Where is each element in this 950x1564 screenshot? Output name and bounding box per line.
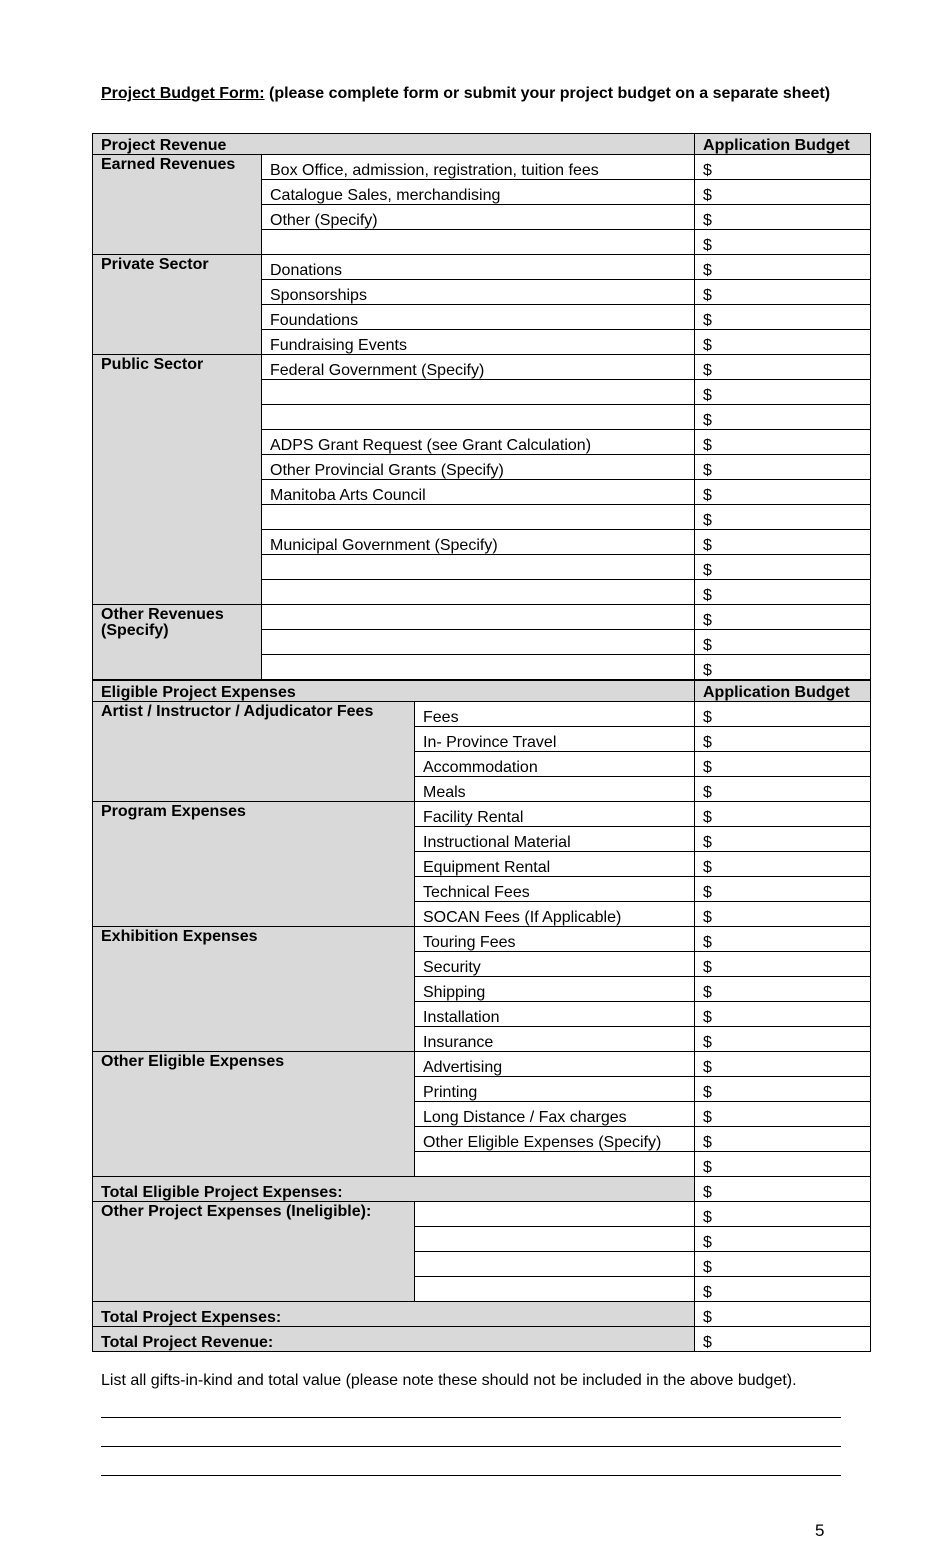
earned-revenues-item: Catalogue Sales, merchandising [262,180,695,205]
other-eligible-expenses-amount-field[interactable]: $ [695,1052,871,1077]
earned-revenues-amount-field[interactable]: $ [695,230,871,255]
form-title: Project Budget Form: [101,85,265,102]
public-sector-row [93,355,871,380]
artist-fees-row [93,702,871,727]
public-sector-item[interactable] [262,405,695,430]
earned-revenues-item[interactable] [262,230,695,255]
exhibition-expenses-item: Insurance [415,1027,695,1052]
program-expenses-label: Program Expenses [93,802,415,927]
ineligible-expenses-amount-field[interactable]: $ [695,1202,871,1227]
public-sector-label: Public Sector [93,355,262,605]
public-sector-amount-field[interactable]: $ [695,380,871,405]
earned-revenues-item: Box Office, admission, registration, tuition fees [262,155,695,180]
public-sector-amount-field[interactable]: $ [695,580,871,605]
earned-revenues-amount-field[interactable]: $ [695,205,871,230]
expenses-table [92,680,871,1352]
public-sector-amount-field[interactable]: $ [695,355,871,380]
artist-fees-item: Fees [415,702,695,727]
other-revenues-amount-field[interactable]: $ [695,630,871,655]
other-eligible-expenses-amount-field[interactable]: $ [695,1152,871,1177]
other-eligible-expenses-amount-field[interactable]: $ [695,1077,871,1102]
artist-fees-amount-field[interactable]: $ [695,777,871,802]
exhibition-expenses-item: Shipping [415,977,695,1002]
private-sector-label: Private Sector [93,255,262,355]
public-sector-item: Municipal Government (Specify) [262,530,695,555]
public-sector-item: Manitoba Arts Council [262,480,695,505]
total-eligible-expenses-label: Total Eligible Project Expenses: [93,1177,695,1202]
other-eligible-expenses-item: Other Eligible Expenses (Specify) [415,1127,695,1152]
page-number: 5 [815,1521,825,1540]
public-sector-amount-field[interactable]: $ [695,430,871,455]
exhibition-expenses-amount-field[interactable]: $ [695,977,871,1002]
earned-revenues-amount-field[interactable]: $ [695,180,871,205]
ineligible-expenses-item[interactable] [415,1252,695,1277]
program-expenses-item: Technical Fees [415,877,695,902]
ineligible-expenses-amount-field[interactable]: $ [695,1252,871,1277]
revenue-budget-header: Application Budget [695,134,871,155]
other-revenues-label: Other Revenues (Specify) [93,605,262,680]
revenue-header-row [93,134,871,155]
artist-fees-item: Accommodation [415,752,695,777]
program-expenses-item: Instructional Material [415,827,695,852]
other-eligible-expenses-item: Long Distance / Fax charges [415,1102,695,1127]
program-expenses-amount-field[interactable]: $ [695,802,871,827]
public-sector-item: Other Provincial Grants (Specify) [262,455,695,480]
earned-revenues-row [93,155,871,180]
other-eligible-expenses-amount-field[interactable]: $ [695,1127,871,1152]
ineligible-expenses-label: Other Project Expenses (Ineligible): [93,1202,415,1302]
earned-revenues-item: Other (Specify) [262,205,695,230]
artist-fees-amount-field[interactable]: $ [695,727,871,752]
exhibition-expenses-row [93,927,871,952]
other-eligible-expenses-item: Advertising [415,1052,695,1077]
exhibition-expenses-amount-field[interactable]: $ [695,952,871,977]
exhibition-expenses-item: Installation [415,1002,695,1027]
private-sector-row [93,255,871,280]
public-sector-item[interactable] [262,555,695,580]
program-expenses-amount-field[interactable]: $ [695,827,871,852]
other-revenues-amount-field[interactable]: $ [695,655,871,680]
program-expenses-item: SOCAN Fees (If Applicable) [415,902,695,927]
program-expenses-amount-field[interactable]: $ [695,852,871,877]
expenses-budget-header: Application Budget [695,681,871,702]
gifts-in-kind-note: List all gifts-in-kind and total value (please note these should not be included in the above budget). [101,1372,797,1389]
program-expenses-row [93,802,871,827]
revenue-table [92,133,871,680]
gifts-in-kind-line-1[interactable] [101,1417,841,1418]
exhibition-expenses-item: Security [415,952,695,977]
artist-fees-item: Meals [415,777,695,802]
other-revenues-item[interactable] [262,655,695,680]
total-eligible-expenses-row [93,1177,871,1202]
other-eligible-expenses-item[interactable] [415,1152,695,1177]
total-eligible-expenses-amount-field[interactable]: $ [695,1177,871,1202]
form-instructions: (please complete form or submit your project budget on a separate sheet) [264,85,831,102]
earned-revenues-amount-field[interactable]: $ [695,155,871,180]
public-sector-item: ADPS Grant Request (see Grant Calculation) [262,430,695,455]
other-eligible-expenses-row [93,1052,871,1077]
total-project-revenue-row [93,1327,871,1352]
program-expenses-item: Facility Rental [415,802,695,827]
total-project-expenses-row [93,1302,871,1327]
private-sector-item: Donations [262,255,695,280]
total-project-revenue-amount-field[interactable]: $ [695,1327,871,1352]
other-revenues-item[interactable] [262,605,695,630]
private-sector-amount-field[interactable]: $ [695,330,871,355]
private-sector-amount-field[interactable]: $ [695,255,871,280]
program-expenses-item: Equipment Rental [415,852,695,877]
total-project-revenue-label: Total Project Revenue: [93,1327,695,1352]
gifts-in-kind-line-2[interactable] [101,1446,841,1447]
exhibition-expenses-amount-field[interactable]: $ [695,1002,871,1027]
public-sector-amount-field[interactable]: $ [695,555,871,580]
expenses-header: Eligible Project Expenses [93,681,695,702]
public-sector-item: Federal Government (Specify) [262,355,695,380]
revenue-header: Project Revenue [93,134,695,155]
exhibition-expenses-amount-field[interactable]: $ [695,927,871,952]
artist-fees-amount-field[interactable]: $ [695,752,871,777]
other-eligible-expenses-label: Other Eligible Expenses [93,1052,415,1177]
artist-fees-item: In- Province Travel [415,727,695,752]
exhibition-expenses-amount-field[interactable]: $ [695,1027,871,1052]
public-sector-item[interactable] [262,580,695,605]
earned-revenues-label: Earned Revenues [93,155,262,255]
ineligible-expenses-amount-field[interactable]: $ [695,1277,871,1302]
private-sector-amount-field[interactable]: $ [695,280,871,305]
page-title [101,84,841,104]
public-sector-amount-field[interactable]: $ [695,480,871,505]
exhibition-expenses-label: Exhibition Expenses [93,927,415,1052]
private-sector-amount-field[interactable]: $ [695,305,871,330]
total-project-expenses-amount-field[interactable]: $ [695,1302,871,1327]
ineligible-expenses-item[interactable] [415,1202,695,1227]
artist-fees-label: Artist / Instructor / Adjudicator Fees [93,702,415,802]
other-revenues-row [93,605,871,630]
other-revenues-item[interactable] [262,630,695,655]
program-expenses-amount-field[interactable]: $ [695,902,871,927]
other-eligible-expenses-amount-field[interactable]: $ [695,1102,871,1127]
exhibition-expenses-item: Touring Fees [415,927,695,952]
public-sector-item[interactable] [262,505,695,530]
ineligible-expenses-amount-field[interactable]: $ [695,1227,871,1252]
program-expenses-amount-field[interactable]: $ [695,877,871,902]
gifts-in-kind-line-3[interactable] [101,1475,841,1476]
private-sector-item: Foundations [262,305,695,330]
public-sector-amount-field[interactable]: $ [695,455,871,480]
private-sector-item: Sponsorships [262,280,695,305]
public-sector-amount-field[interactable]: $ [695,405,871,430]
expenses-header-row [93,681,871,702]
total-project-expenses-label: Total Project Expenses: [93,1302,695,1327]
ineligible-expenses-row [93,1202,871,1227]
ineligible-expenses-item[interactable] [415,1227,695,1252]
other-eligible-expenses-item: Printing [415,1077,695,1102]
private-sector-item: Fundraising Events [262,330,695,355]
public-sector-amount-field[interactable]: $ [695,505,871,530]
public-sector-amount-field[interactable]: $ [695,530,871,555]
artist-fees-amount-field[interactable]: $ [695,702,871,727]
public-sector-item[interactable] [262,380,695,405]
other-revenues-amount-field[interactable]: $ [695,605,871,630]
ineligible-expenses-item[interactable] [415,1277,695,1302]
